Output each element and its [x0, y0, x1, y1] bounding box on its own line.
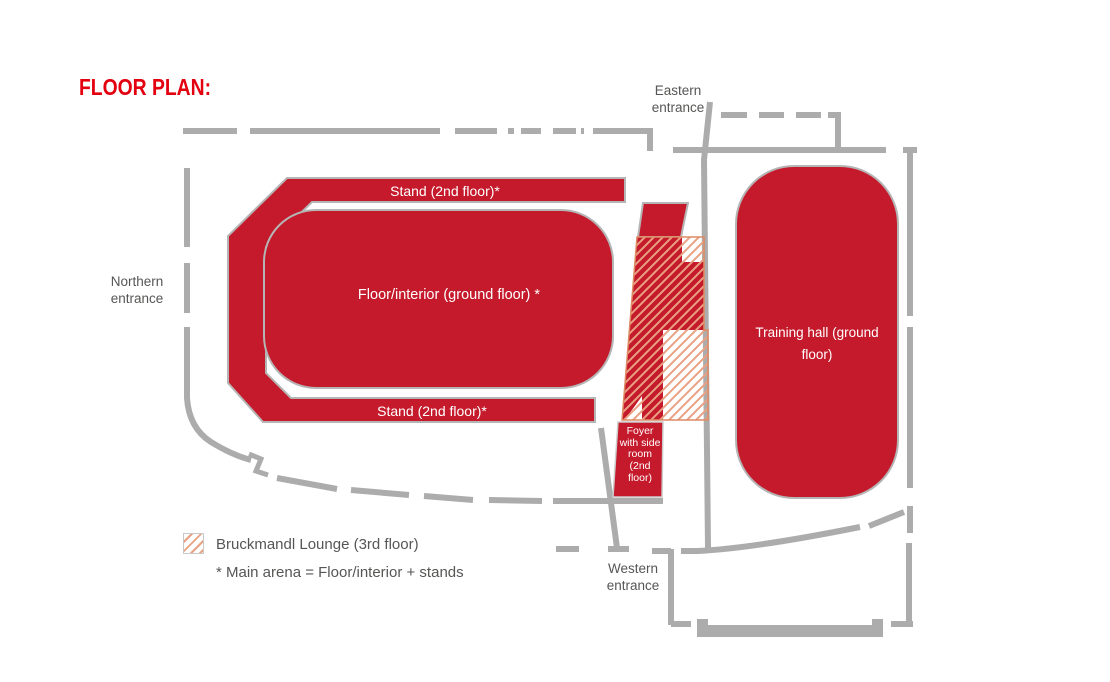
- south-thick-wall: [697, 619, 883, 637]
- northeast-dashed-wall: [721, 115, 841, 149]
- east-entrance-wall: [704, 102, 710, 548]
- stand-top-label: Stand (2nd floor)*: [390, 183, 500, 199]
- training-hall-label: Training hall (ground floor): [755, 325, 879, 362]
- south-dashed-wall: [277, 478, 663, 501]
- legend-note-label: * Main arena = Floor/interior + stands: [216, 564, 464, 581]
- legend-lounge-label: Bruckmandl Lounge (3rd floor): [216, 536, 419, 553]
- northern-entrance-label: Northern entrance: [110, 274, 164, 306]
- page-title: FLOOR PLAN:: [79, 74, 212, 100]
- southwest-notch: [249, 454, 268, 475]
- eastern-entrance-label: Eastern entrance: [651, 83, 705, 115]
- floor-interior-label: Floor/interior (ground floor) *: [357, 287, 541, 303]
- bruckmandl-lounge-hatch: [622, 237, 708, 420]
- southeast-diagonal-dash: [869, 512, 904, 526]
- hatch-swatch-icon: [183, 533, 204, 554]
- foyer-label: Foyer with side room (2nd floor): [619, 425, 661, 484]
- stand-bottom-label: Stand (2nd floor)*: [377, 403, 487, 419]
- mid-bar-shape: [638, 203, 688, 237]
- western-entrance-label: Western entrance: [606, 561, 660, 593]
- north-wall: [183, 128, 650, 151]
